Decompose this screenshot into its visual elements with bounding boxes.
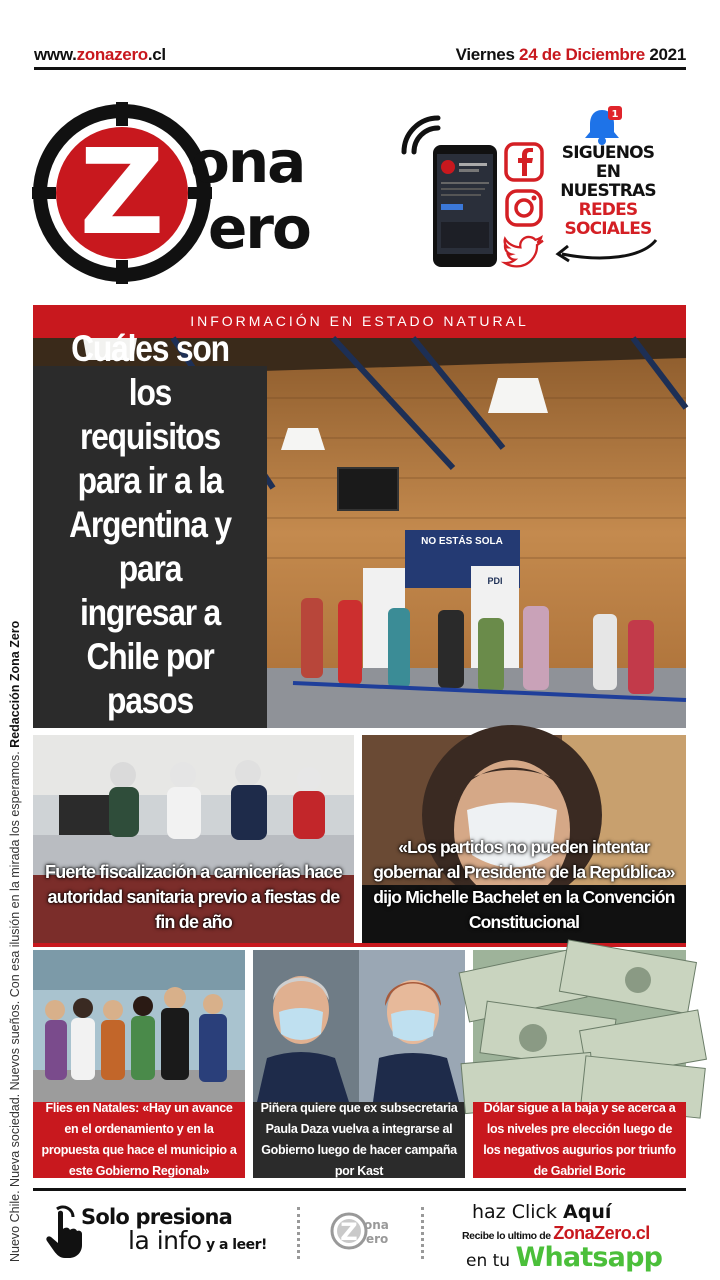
- footer-en-tu: en tu: [466, 1251, 516, 1271]
- footer-receive-text: Recibe lo ultimo de: [462, 1230, 554, 1242]
- footer-whatsapp-cta[interactable]: [458, 1201, 688, 1273]
- notification-count: 1: [611, 109, 619, 120]
- footer-brand: ZonaZero.cl: [553, 1223, 650, 1243]
- footer-click-here[interactable]: Aquí: [563, 1201, 612, 1223]
- footer-divider-1: [297, 1207, 300, 1259]
- tap-hand-icon: [43, 1203, 83, 1259]
- site-url-prefix: www.: [34, 44, 77, 64]
- footer-logo-top: ona: [364, 1218, 389, 1232]
- footer-right-line-3: [466, 1242, 688, 1273]
- date-day-month: 24 de Diciembre: [519, 44, 645, 64]
- phone-icon: [432, 144, 498, 268]
- top-bar: [34, 42, 686, 70]
- date-weekday: Viernes: [455, 44, 520, 64]
- story-headline-bachelet[interactable]: «Los partidos no pueden intentar gobernar al Presidente de la República» dijo Michelle Bachelet en la Convención Constitucional: [373, 837, 675, 932]
- social-line-4: REDES: [578, 200, 638, 220]
- story-card-dolar[interactable]: [473, 950, 686, 1178]
- footer-click-text: haz Click: [472, 1201, 564, 1223]
- site-url[interactable]: [34, 45, 166, 65]
- story-headline-pinera[interactable]: Piñera quiere que ex subsecretaria Paula Daza vuelva a integrarse al Gobierno luego de hacer campaña por Kast: [253, 1102, 465, 1178]
- footer-logo-letter: Z: [340, 1218, 358, 1246]
- logo-letter-z: Z: [79, 123, 165, 261]
- issue-date: [456, 45, 686, 65]
- footer-press-info: [81, 1205, 267, 1255]
- social-line-2: EN: [595, 162, 621, 182]
- footer-left-line-2: [128, 1226, 267, 1255]
- story-headline-dolar[interactable]: Dólar sigue a la baja y se acerca a los niveles pre elección luego de los negativos augurios por triunfo de Gabriel Boric: [473, 1102, 686, 1178]
- footer-whatsapp-link[interactable]: Whatsapp: [515, 1242, 663, 1273]
- site-url-brand: zonazero: [76, 44, 148, 64]
- social-promo[interactable]: [400, 106, 690, 276]
- hero-headline[interactable]: Cuáles son los requisitos para ir a la Argentina y para ingresar a Chile por pasos: [69, 328, 231, 721]
- footer-left-line-1: Solo presiona: [81, 1205, 232, 1229]
- story-card-bachelet[interactable]: [362, 735, 686, 943]
- logo-word-bottom: ero: [208, 194, 310, 262]
- curved-arrow-icon: [552, 236, 662, 266]
- zona-zero-logo[interactable]: [30, 90, 350, 290]
- side-text-credit: Redacción Zona Zero: [8, 620, 22, 748]
- tagline-banner: INFORMACIÓN EN ESTADO NATURAL: [33, 305, 686, 338]
- hero-headline-box[interactable]: [33, 328, 267, 728]
- footer-zona-zero-logo[interactable]: [329, 1209, 393, 1253]
- footer-logo-bottom: ero: [366, 1232, 389, 1246]
- footer-left-line-2-small: y a leer!: [201, 1237, 267, 1253]
- story-card-meat[interactable]: [33, 735, 354, 943]
- date-year: 2021: [644, 44, 686, 64]
- story-photo-pinera-daza: [253, 950, 465, 1102]
- story-photo-flies-natales: [33, 950, 245, 1102]
- social-follow-text: [552, 144, 664, 239]
- footer-divider-2: [421, 1207, 424, 1259]
- hero-story[interactable]: [33, 328, 686, 728]
- logo-word-top: ona: [190, 128, 305, 196]
- story-headline-flies[interactable]: Flies en Natales: «Hay un avance en el ordenamiento y en la propuesta que hace el municipio a este Gobierno Regional»: [33, 1102, 245, 1178]
- side-vertical-text: [8, 562, 22, 1262]
- social-line-1: SIGUENOS: [561, 143, 655, 163]
- footer: [33, 1188, 686, 1273]
- footer-right-line-1: [472, 1201, 688, 1223]
- social-line-5: SOCIALES: [564, 219, 652, 239]
- facebook-icon[interactable]: [504, 142, 544, 182]
- notification-bell-icon: [582, 106, 624, 146]
- footer-right-line-2: [462, 1223, 688, 1244]
- social-line-3: NUESTRAS: [560, 181, 656, 201]
- side-text-motto: Nuevo Chile. Nueva sociedad. Nuevos sueños. Con esa ilusión en la mirada los esperamos.: [8, 747, 22, 1262]
- story-headline-meat[interactable]: Fuerte fiscalización a carnicerías hace autoridad sanitaria previo a fiestas de fin de año: [45, 862, 342, 932]
- site-url-suffix: .cl: [147, 44, 166, 64]
- story-photo-dollar-bills: [473, 950, 686, 1102]
- footer-left-line-2-main: la info: [128, 1226, 202, 1255]
- twitter-icon[interactable]: [504, 234, 546, 270]
- story-card-pinera[interactable]: [253, 950, 465, 1178]
- instagram-icon[interactable]: [504, 188, 544, 228]
- hero-sign-text: PDI: [487, 576, 503, 586]
- story-card-flies[interactable]: [33, 950, 245, 1178]
- hero-banner-text: NO ESTÁS SOLA: [421, 536, 503, 547]
